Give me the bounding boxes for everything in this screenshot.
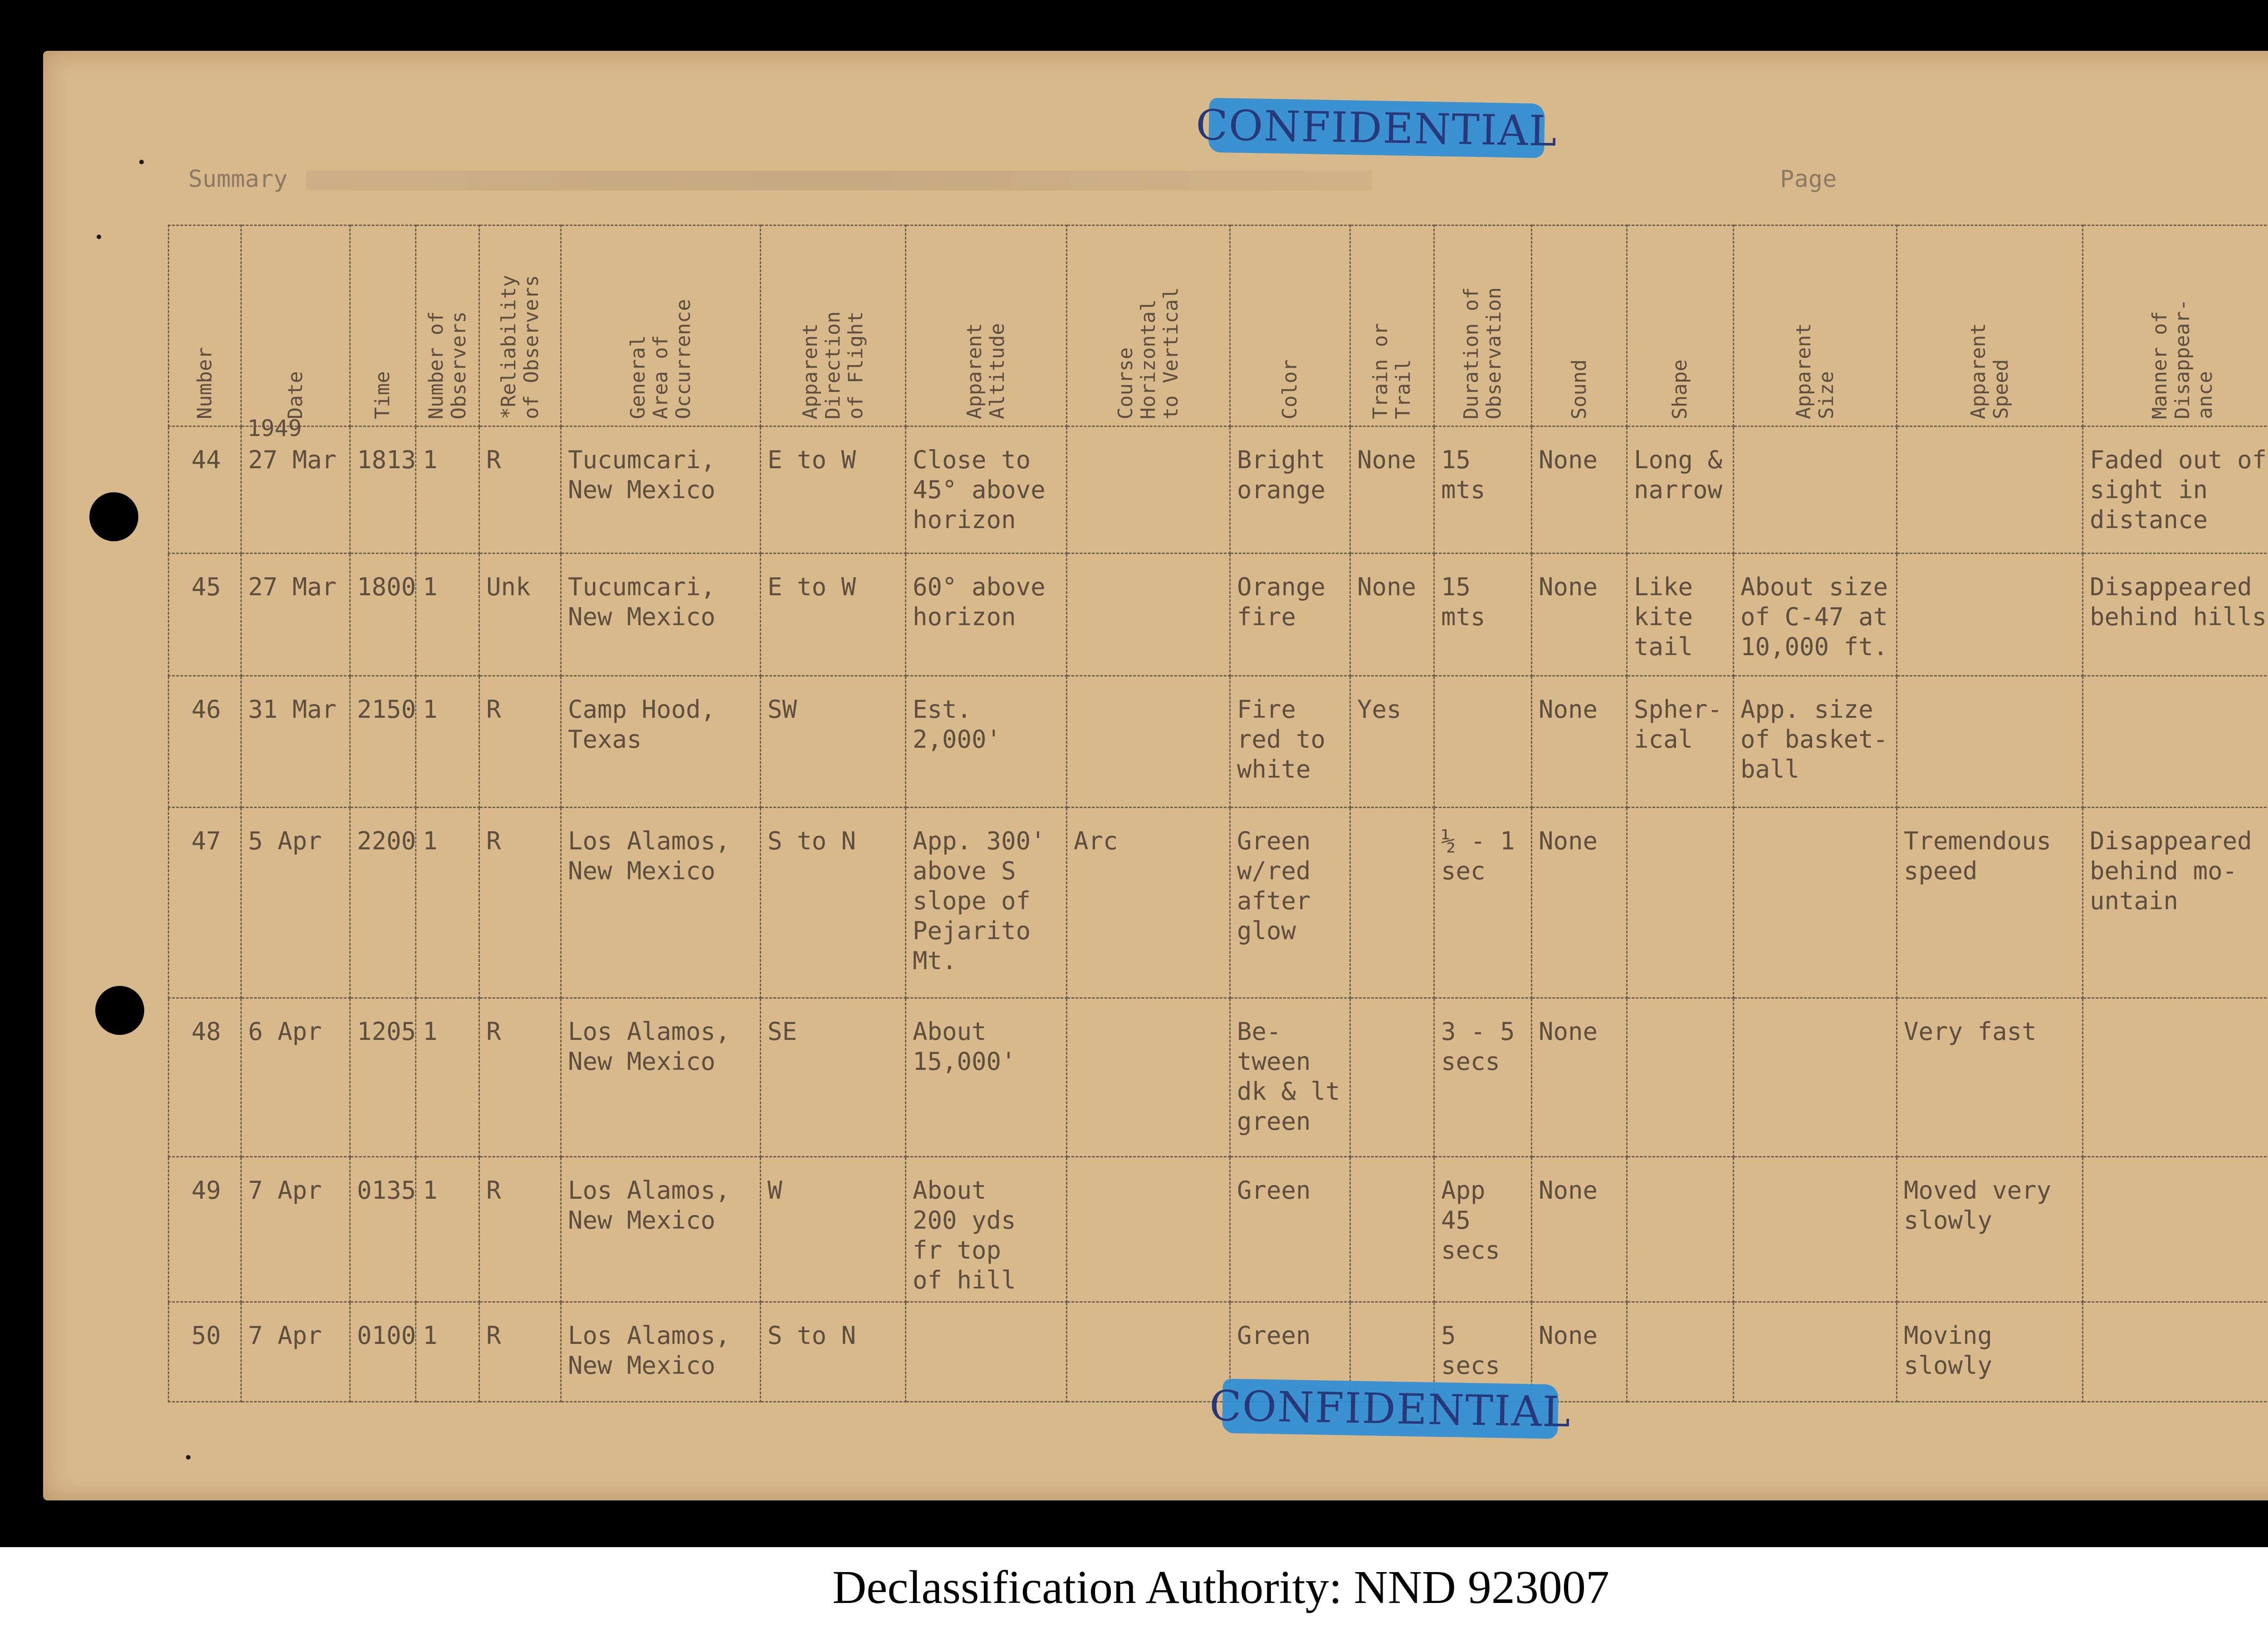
table-cell [1067,998,1230,1157]
sightings-table [168,225,2268,1402]
table-cell [1627,808,1734,998]
column-header: Sound [1532,225,1627,426]
table-cell: Camp Hood, Texas [561,676,761,808]
table-cell: Orange fire [1230,554,1350,676]
table-cell: 47 [169,808,241,998]
column-header: Apparent Speed [1897,225,2083,426]
table-cell [2083,1302,2268,1402]
table-cell: R [479,1302,561,1402]
table-cell: 5 Apr [241,808,350,998]
table-header-row [169,225,2268,426]
table-cell: Disappeared behind mo- untain [2083,808,2268,998]
faded-title-text [306,171,1372,191]
table-cell: 2200 [350,808,416,998]
table-cell: 1813 [350,426,416,554]
table-cell: Green w/red after glow [1230,808,1350,998]
table-cell: W [761,1157,906,1302]
table-cell: 2150 [350,676,416,808]
column-header: Time [350,225,416,426]
table-cell [1627,998,1734,1157]
table-cell [1067,554,1230,676]
table-cell: 27 Mar [241,554,350,676]
table-cell: 1 [416,1157,479,1302]
table-cell [1897,676,2083,808]
table-cell [1627,1302,1734,1402]
column-header: *Reliability of Observers [479,225,561,426]
table-cell: None [1350,554,1434,676]
table-cell: 27 Mar [241,426,350,554]
table-cell: 1800 [350,554,416,676]
table-cell: 31 Mar [241,676,350,808]
table-cell: 3 - 5 secs [1434,998,1532,1157]
column-header: Course Horizontal to Vertical [1067,225,1230,426]
column-header: Color [1230,225,1350,426]
table-cell: E to W [761,426,906,554]
table-cell [1067,676,1230,808]
mark-dot [97,235,101,239]
table-cell [1734,998,1897,1157]
table-cell: S to N [761,1302,906,1402]
table-cell: 1 [416,1302,479,1402]
table-cell: Fire red to white [1230,676,1350,808]
table-cell [2083,998,2268,1157]
table-cell: Los Alamos, New Mexico [561,1157,761,1302]
table-cell: 44 [169,426,241,554]
table-cell [1627,1157,1734,1302]
table-cell: App 45 secs [1434,1157,1532,1302]
column-header: Date [241,225,350,426]
table-cell: App. size of basket- ball [1734,676,1897,808]
table-cell: S to N [761,808,906,998]
table-cell: 49 [169,1157,241,1302]
mark-dot [139,160,144,164]
table-cell: None [1532,808,1627,998]
column-header: Number of Observers [416,225,479,426]
summary-header [188,166,2268,202]
table-cell: Arc [1067,808,1230,998]
table-row [169,676,2268,808]
table-body [169,426,2268,1402]
table-cell: 5 secs [1434,1302,1532,1402]
table-cell: None [1532,676,1627,808]
table-cell: 50 [169,1302,241,1402]
table-cell: SW [761,676,906,808]
table-row [169,554,2268,676]
table-cell: Long & narrow [1627,426,1734,554]
table-cell: R [479,1157,561,1302]
mark-dot [186,1455,191,1460]
table-cell [2083,676,2268,808]
table-cell: R [479,676,561,808]
table-cell: About 15,000' [906,998,1067,1157]
table-cell: Be- tween dk & lt green [1230,998,1350,1157]
table-cell [906,1302,1067,1402]
table-row [169,1157,2268,1302]
table-cell: 60° above horizon [906,554,1067,676]
table-cell: Yes [1350,676,1434,808]
summary-label: Summary [188,166,288,193]
table-cell: 15 mts [1434,426,1532,554]
table-cell: About 200 yds fr top of hill [906,1157,1067,1302]
table-cell: Green [1230,1302,1350,1402]
table-cell: Like kite tail [1627,554,1734,676]
table-cell: 1 [416,998,479,1157]
table-cell: R [479,426,561,554]
table-cell: 15 mts [1434,554,1532,676]
table-cell: 6 Apr [241,998,350,1157]
table-cell: 7 Apr [241,1157,350,1302]
table-cell: 48 [169,998,241,1157]
table-cell: SE [761,998,906,1157]
table-cell [1434,676,1532,808]
table-cell: Bright orange [1230,426,1350,554]
table-cell: 1205 [350,998,416,1157]
column-header: Apparent Size [1734,225,1897,426]
table-cell: None [1532,998,1627,1157]
table-cell [1350,1157,1434,1302]
table-cell: None [1532,1302,1627,1402]
table-cell [1734,1157,1897,1302]
table-cell: None [1532,1157,1627,1302]
table-cell: None [1532,426,1627,554]
confidential-stamp-top: CONFIDENTIAL [1208,98,1545,158]
table-cell: Moved very slowly [1897,1157,2083,1302]
table-cell [2083,1157,2268,1302]
table-cell: 1 [416,808,479,998]
table-cell [1067,1302,1230,1402]
table-cell: None [1350,426,1434,554]
page-label: Page [1780,166,1837,193]
table-cell: 0135 [350,1157,416,1302]
table-cell: Unk [479,554,561,676]
table-cell: 1 [416,554,479,676]
table-cell: Spher- ical [1627,676,1734,808]
punch-hole-top [89,492,138,541]
table-cell [1350,998,1434,1157]
column-header: Apparent Altitude [906,225,1067,426]
table-cell: Est. 2,000' [906,676,1067,808]
table-cell: R [479,808,561,998]
table-cell: Tremendous speed [1897,808,2083,998]
table-cell: E to W [761,554,906,676]
table-cell [1067,1157,1230,1302]
column-header: Train or Trail [1350,225,1434,426]
table-cell: Green [1230,1157,1350,1302]
table-cell [1734,426,1897,554]
table-cell [1897,426,2083,554]
table-cell: None [1532,554,1627,676]
table-cell: R [479,998,561,1157]
table-cell: 1 [416,426,479,554]
table-cell: 0100 [350,1302,416,1402]
punch-hole-bottom [95,986,144,1035]
table-cell: App. 300' above S slope of Pejarito Mt. [906,808,1067,998]
table-cell: Faded out of sight in distance [2083,426,2268,554]
year-note: 1949 [247,415,302,441]
table-cell [1734,808,1897,998]
table-cell: 45 [169,554,241,676]
column-header: Manner of Disappear- ance [2083,225,2268,426]
column-header: Apparent Direction of Flight [761,225,906,426]
table-cell: Tucumcari, New Mexico [561,554,761,676]
table-cell: 46 [169,676,241,808]
table-cell [1350,808,1434,998]
table-cell: Very fast [1897,998,2083,1157]
table-cell: Tucumcari, New Mexico [561,426,761,554]
column-header: Shape [1627,225,1734,426]
column-header: General Area of Occurrence [561,225,761,426]
table-cell: 1 [416,676,479,808]
column-header: Duration of Observation [1434,225,1532,426]
table-cell [1897,554,2083,676]
table-cell: ½ - 1 sec [1434,808,1532,998]
declassification-footer: Declassification Authority: NND 923007 [832,1561,1609,1613]
column-header: Number [169,225,241,426]
table-cell: Los Alamos, New Mexico [561,1302,761,1402]
confidential-stamp-bottom: CONFIDENTIAL [1222,1379,1559,1439]
table-cell: 7 Apr [241,1302,350,1402]
table-row [169,426,2268,554]
table-cell: Los Alamos, New Mexico [561,808,761,998]
table-row [169,998,2268,1157]
table-cell [1734,1302,1897,1402]
table-cell: Los Alamos, New Mexico [561,998,761,1157]
table-cell: Close to 45° above horizon [906,426,1067,554]
table-row [169,808,2268,998]
table-cell: Moving slowly [1897,1302,2083,1402]
table-cell [1067,426,1230,554]
table-cell: About size of C-47 at 10,000 ft. [1734,554,1897,676]
table-cell: Disappeared behind hills [2083,554,2268,676]
